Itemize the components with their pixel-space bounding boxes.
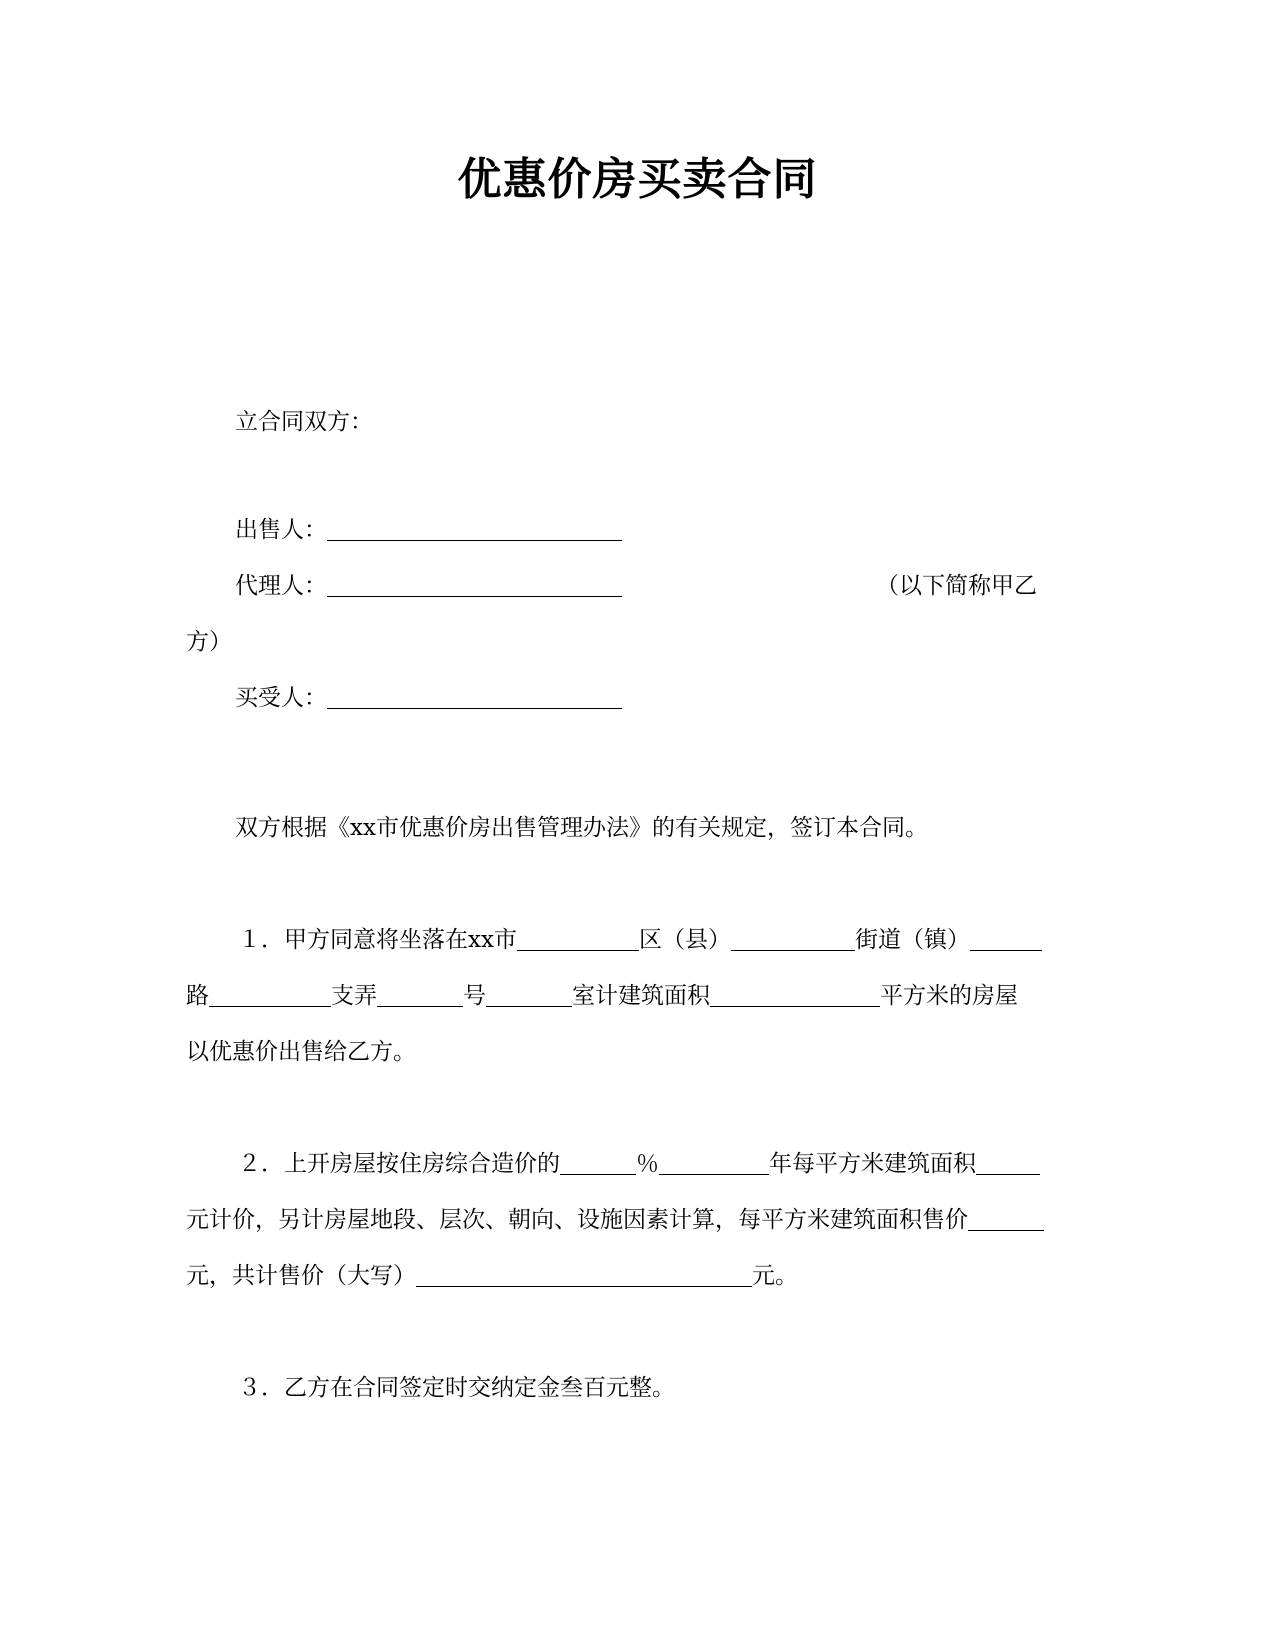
seller-blank (327, 516, 622, 541)
road-blank (209, 982, 331, 1007)
seller-label: 出售人： (235, 517, 327, 543)
year-blank (659, 1150, 769, 1175)
area-blank (710, 982, 880, 1007)
clause2-line2 (186, 1204, 1044, 1236)
clause3-line (238, 1372, 675, 1404)
lane-blank (377, 982, 463, 1007)
buyer-blank (327, 684, 622, 709)
clause1-text-b: 区（县） (638, 927, 731, 953)
basis-sentence: 双方根据《xx市优惠价房出售管理办法》的有关规定，签订本合同。 (235, 815, 928, 841)
document-title: 优惠价房买卖合同 (457, 154, 818, 205)
clause1-text-h: 平方米的房屋 (880, 983, 1018, 1009)
clause1-number: １． (238, 927, 284, 953)
clause1-line2 (186, 980, 1018, 1012)
clause2-number: ２． (238, 1151, 284, 1177)
clause2-text-d: 元计价，另计房屋地段、层次、朝向、设施因素计算，每平方米建筑面积售价 (186, 1207, 968, 1233)
district-blank (517, 926, 639, 951)
seller-line (235, 514, 622, 546)
clause1-text-c: 街道（镇） (854, 927, 970, 953)
clause1-text-g: 室计建筑面积 (572, 983, 710, 1009)
clause2-line1 (238, 1148, 1040, 1180)
clause2-text-e: 元，共计售价（大写） (186, 1263, 416, 1289)
abbreviation-note-start: （以下简称甲乙 (876, 573, 1037, 599)
agent-label: 代理人： (235, 573, 327, 599)
cost-blank (976, 1150, 1040, 1175)
clause1-line1 (238, 924, 1042, 956)
clause2-text-f: 元。 (752, 1263, 798, 1289)
abbreviation-note-end: 方） (186, 629, 232, 655)
road-blank-start (970, 926, 1042, 951)
clause2-text-a: 上开房屋按住房综合造价的 (284, 1151, 560, 1177)
parties-heading: 立合同双方： (235, 409, 373, 435)
clause1-line3: 以优惠价出售给乙方。 (186, 1039, 416, 1065)
clause3-number: ３． (238, 1375, 284, 1401)
agent-blank (327, 572, 622, 597)
total-price-blank (416, 1262, 752, 1287)
clause1-text-a: 甲方同意将坐落在xx市 (284, 927, 517, 953)
unit-price-blank (968, 1206, 1044, 1231)
clause1-text-d: 路 (186, 983, 209, 1009)
clause1-text-e: 支弄 (331, 983, 377, 1009)
street-blank (731, 926, 855, 951)
percent-blank (560, 1150, 636, 1175)
clause3-text: 乙方在合同签定时交纳定金叁百元整。 (284, 1375, 675, 1401)
agent-line (235, 570, 622, 602)
buyer-label: 买受人： (235, 685, 327, 711)
clause1-text-f: 号 (463, 983, 486, 1009)
clause2-text-c: 年每平方米建筑面积 (769, 1151, 976, 1177)
clause2-text-b: ％ (636, 1151, 659, 1177)
number-blank (486, 982, 572, 1007)
buyer-line (235, 682, 622, 714)
clause2-line3 (186, 1260, 798, 1292)
